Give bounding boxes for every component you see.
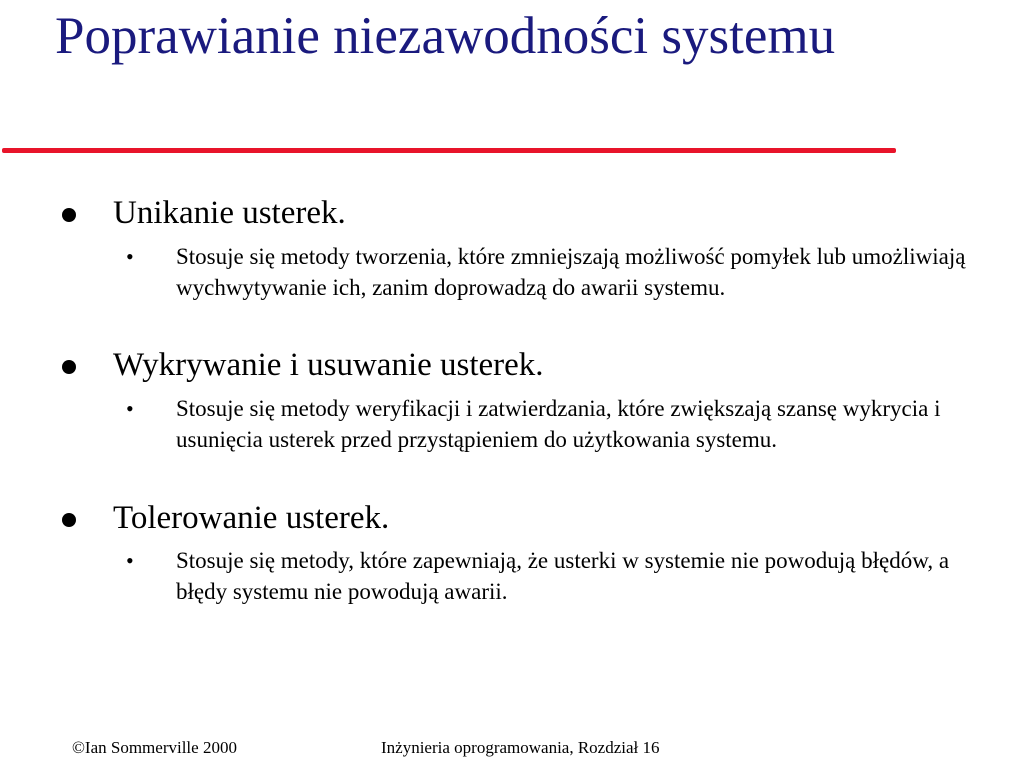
sub-bullet: • xyxy=(126,548,134,573)
footer-source: Inżynieria oprogramowania, Rozdział 16 xyxy=(381,738,660,757)
bullet-dot xyxy=(62,208,76,222)
point-heading: Unikanie usterek. xyxy=(113,195,346,231)
point-detail: Stosuje się metody weryfikacji i zatwierdzania, które zwiększają szansę wykrycia i usunięcia usterek przed przystąpieniem do użytkowania systemu. xyxy=(176,396,941,452)
point-heading: Wykrywanie i usuwanie usterek. xyxy=(113,347,544,383)
point-heading: Tolerowanie usterek. xyxy=(113,500,390,536)
slide-title: Poprawianie niezawodności systemu xyxy=(55,7,836,65)
footer-copyright: ©Ian Sommerville 2000 xyxy=(72,738,237,757)
point-detail: Stosuje się metody, które zapewniają, że usterki w systemie nie powodują błędów, a błędy systemu nie powodują awarii. xyxy=(176,548,950,604)
bullet-dot xyxy=(62,360,76,374)
title-underline xyxy=(2,148,896,153)
sub-bullet: • xyxy=(126,244,134,269)
sub-bullet: • xyxy=(126,396,134,421)
point-detail: Stosuje się metody tworzenia, które zmniejszają możliwość pomyłek lub umożliwiają wychwytywanie ich, zanim doprowadzą do awarii systemu. xyxy=(176,244,966,300)
bullet-dot xyxy=(62,513,76,527)
